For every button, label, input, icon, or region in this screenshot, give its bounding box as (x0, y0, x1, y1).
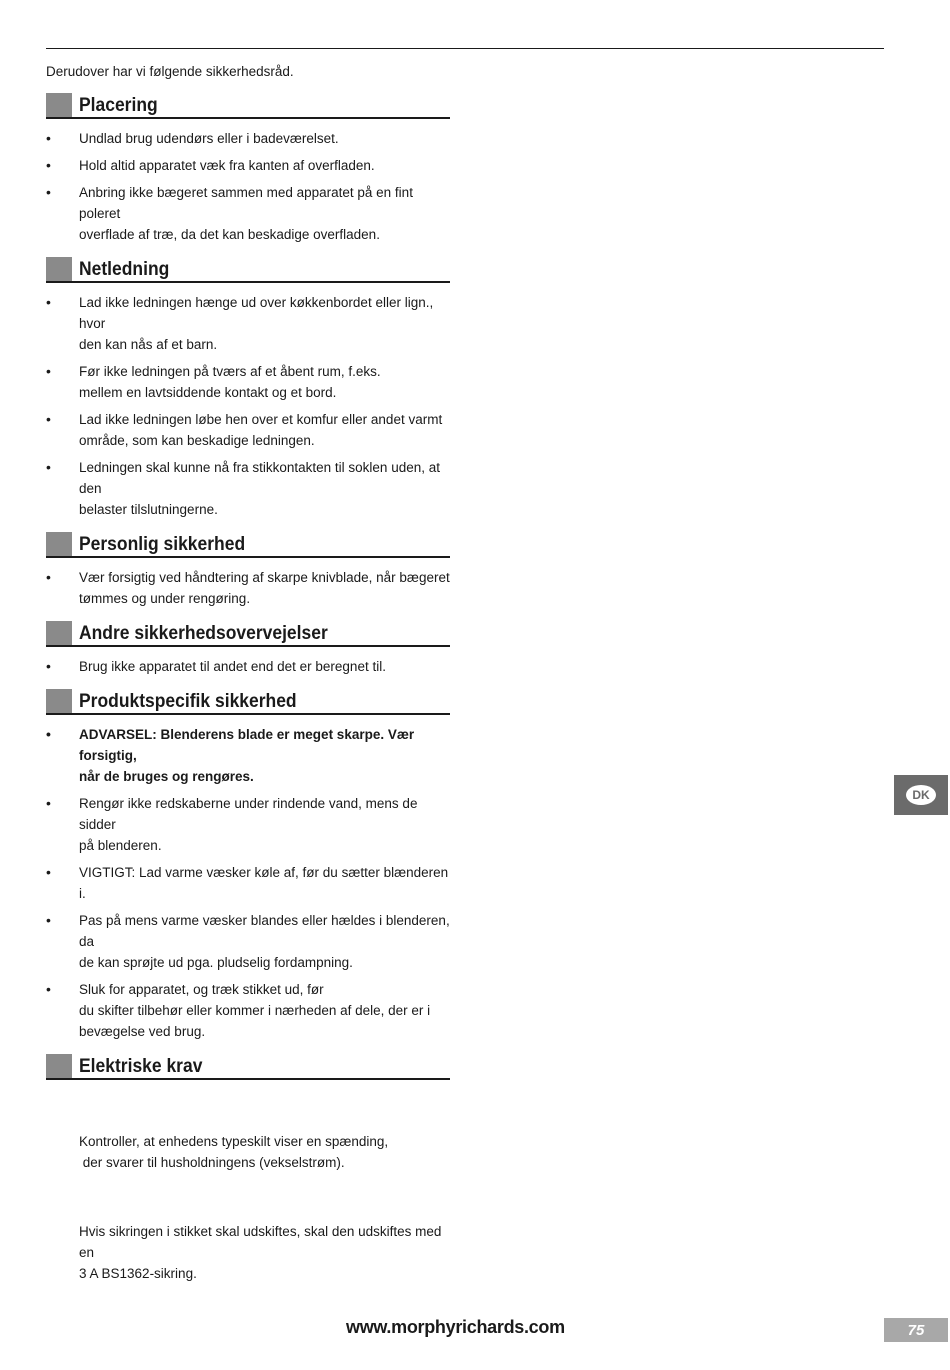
heading-square-icon (46, 532, 72, 556)
section-title: Produktspecifik sikkerhed (79, 691, 297, 712)
heading-square-icon (46, 257, 72, 281)
section-heading (46, 1052, 450, 1080)
list-item: • Anbring ikke bægeret sammen med apparatet på en fint poleret overflade af træ, da det kan beskadige overfladen. (46, 182, 450, 245)
list-item: • Lad ikke ledningen løbe hen over et komfur eller andet varmt område, som kan beskadige ledningen. (46, 409, 450, 451)
list-item: • Hold altid apparatet væk fra kanten af overfladen. (46, 155, 450, 176)
paragraph: Kontroller, at enhedens typeskilt viser en spænding, der svarer til husholdningens (vekselstrøm). (79, 1134, 389, 1170)
section-elektriske-krav (46, 1052, 450, 1284)
section-title: Placering (79, 95, 158, 116)
section-placering (46, 91, 450, 245)
section-heading (46, 687, 450, 715)
footer-website-url: www.morphyrichards.com (346, 1317, 565, 1337)
heading-square-icon (46, 93, 72, 117)
section-andre-sikkerhedsovervejelser (46, 619, 450, 677)
language-badge: DK (906, 785, 936, 805)
section-heading (46, 255, 450, 283)
intro-text: Derudover har vi følgende sikkerhedsråd. (46, 64, 294, 79)
list-item: • Sluk for apparatet, og træk stikket ud, før du skifter tilbehør eller kommer i nærheden af dele, der er i bevægelse ved brug. (46, 979, 450, 1042)
section-title: Andre sikkerhedsovervejelser (79, 623, 328, 644)
paragraph: Hvis sikringen i stikket skal udskiftes, skal den udskiftes med en 3 A BS1362-sikring. (79, 1224, 442, 1281)
section-heading (46, 619, 450, 647)
list-item: • Brug ikke apparatet til andet end det er beregnet til. (46, 656, 450, 677)
heading-square-icon (46, 1054, 72, 1078)
list-item: • Pas på mens varme væsker blandes eller hældes i blenderen, da de kan sprøjte ud pga. pludselig fordampning. (46, 910, 450, 973)
page-number: 75 (884, 1318, 948, 1342)
section-heading (46, 530, 450, 558)
section-title: Personlig sikkerhed (79, 534, 246, 555)
section-produktspecifik-sikkerhed (46, 687, 450, 1042)
section-heading (46, 91, 450, 119)
language-tab (894, 775, 948, 815)
warning-list-item: • ADVARSEL: Blenderens blade er meget skarpe. Vær forsigtig, når de bruges og rengøres. (46, 724, 450, 787)
list-item: • Rengør ikke redskaberne under rindende vand, mens de sidder på blenderen. (46, 793, 450, 856)
section-personlig-sikkerhed (46, 530, 450, 609)
list-item: • VIGTIGT: Lad varme væsker køle af, før du sætter blænderen i. (46, 862, 450, 904)
heading-square-icon (46, 689, 72, 713)
list-item: • Ledningen skal kunne nå fra stikkontakten til soklen uden, at den belaster tilslutningerne. (46, 457, 450, 520)
list-item: • Vær forsigtig ved håndtering af skarpe knivblade, når bægeret tømmes og under rengøring. (46, 567, 450, 609)
content-column (46, 91, 450, 1294)
section-title: Netledning (79, 259, 170, 280)
top-rule (46, 48, 884, 49)
list-item: • Før ikke ledningen på tværs af et åbent rum, f.eks. mellem en lavtsiddende kontakt og et bord. (46, 361, 450, 403)
heading-square-icon (46, 621, 72, 645)
list-item: • Lad ikke ledningen hænge ud over køkkenbordet eller lign., hvor den kan nås af et barn. (46, 292, 450, 355)
section-title: Elektriske krav (79, 1056, 203, 1077)
section-netledning (46, 255, 450, 520)
list-item: • Undlad brug udendørs eller i badeværelset. (46, 128, 450, 149)
